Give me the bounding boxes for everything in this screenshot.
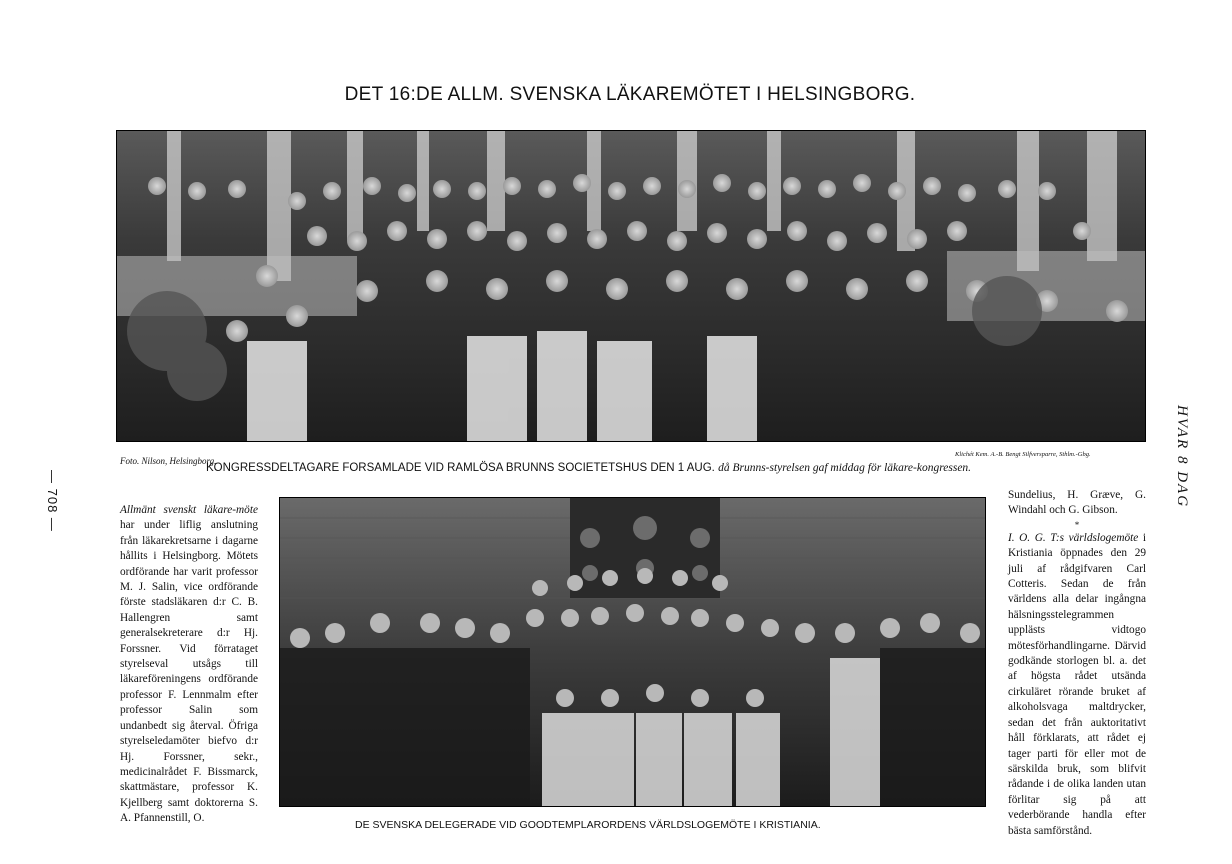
article-right-column (1008, 488, 1146, 839)
goodtemplar-delegates-photo (279, 497, 986, 807)
article-continuation: Sundelius, H. Græve, G. Windahl och G. Gibson. (1008, 489, 1146, 517)
congress-group-photo (116, 130, 1146, 442)
goodtemplar-delegates-photo-image (280, 498, 985, 806)
article-left-column (120, 503, 258, 827)
running-head: HVAR 8 DAG (1174, 405, 1190, 509)
page-headline: DET 16:DE ALLM. SVENSKA LÄKAREMÖTET I HELSINGBORG. (344, 84, 916, 105)
page-number: — 708 — (45, 470, 60, 532)
article-lakaremote-lead: Allmänt svenskt läkare-möte (120, 504, 258, 516)
article-separator: * (1074, 519, 1080, 530)
congress-photo-caption (206, 462, 971, 474)
congress-group-photo-image (117, 131, 1145, 441)
article-lakaremote (120, 503, 258, 827)
delegates-photo-caption: DE SVENSKA DELEGERADE VID GOODTEMPLARORDENS VÄRLDSLOGEMÖTE I KRISTIANIA. (355, 819, 821, 831)
photo-credit-nilson: Foto. Nilson, Helsingborg. (120, 456, 217, 466)
congress-caption-main: KONGRESSDELTAGARE FORSAMLADE VID RAMLÖSA BRUNNS SOCIETETSHUS DEN 1 AUG. (206, 462, 715, 474)
congress-caption-italic: då Brunns-styrelsen gaf middag för läkare-kongressen. (718, 462, 972, 474)
engraving-credit: Klichét Kem. A.-B. Bengt Silfversparre, Sthlm.-Gbg. (955, 451, 1091, 458)
article-lakaremote-body: har under liflig anslutning från läkarekretsarne i dagarne hållits i Helsingborg. Mötets ordförande har varit professor M. J. Salin, vice ordförande förste stadsläkaren d:r C. B. Hallengren samt generalsekreterare d:r Hj. Forssner. Vid förrataget styrelseval utsågs till läkareföreningens ordförande professor F. Lennmalm efter professor Salin som undanbedt sig återval. Öfriga styrelseledamöter biefvo d:r Hj. Forssner, sekr., medicinalrådet F. Bissmarck, skattmästare, professor K. Kjellberg samt doktorerna S. A. Pfannenstill, O. (120, 519, 258, 825)
article-iogt-body: i Kristiania öppnades den 29 juli af rådgifvaren Carl Cotteris. Sedan de från världens alla delar ingångna hälsningsstelegrammen upplästs vidtogo mötesförhandlingarne. Därvid godkände storlogen bl. a. det af högsta rådet utsända cirkuläret rörande bruket af alkoholsvaga maltdrycker, sedan det från auktoritativt håll förklarats, att rådet ej tager parti för eller mot de särskilda bruk, som blifvit rådande i de olika landen utan förlitar sig på att vederbörande handla efter bästa samförstånd. (1008, 531, 1146, 837)
article-iogt (1008, 531, 1146, 839)
article-iogt-lead: I. O. G. T:s världslogemöte (1008, 531, 1139, 544)
